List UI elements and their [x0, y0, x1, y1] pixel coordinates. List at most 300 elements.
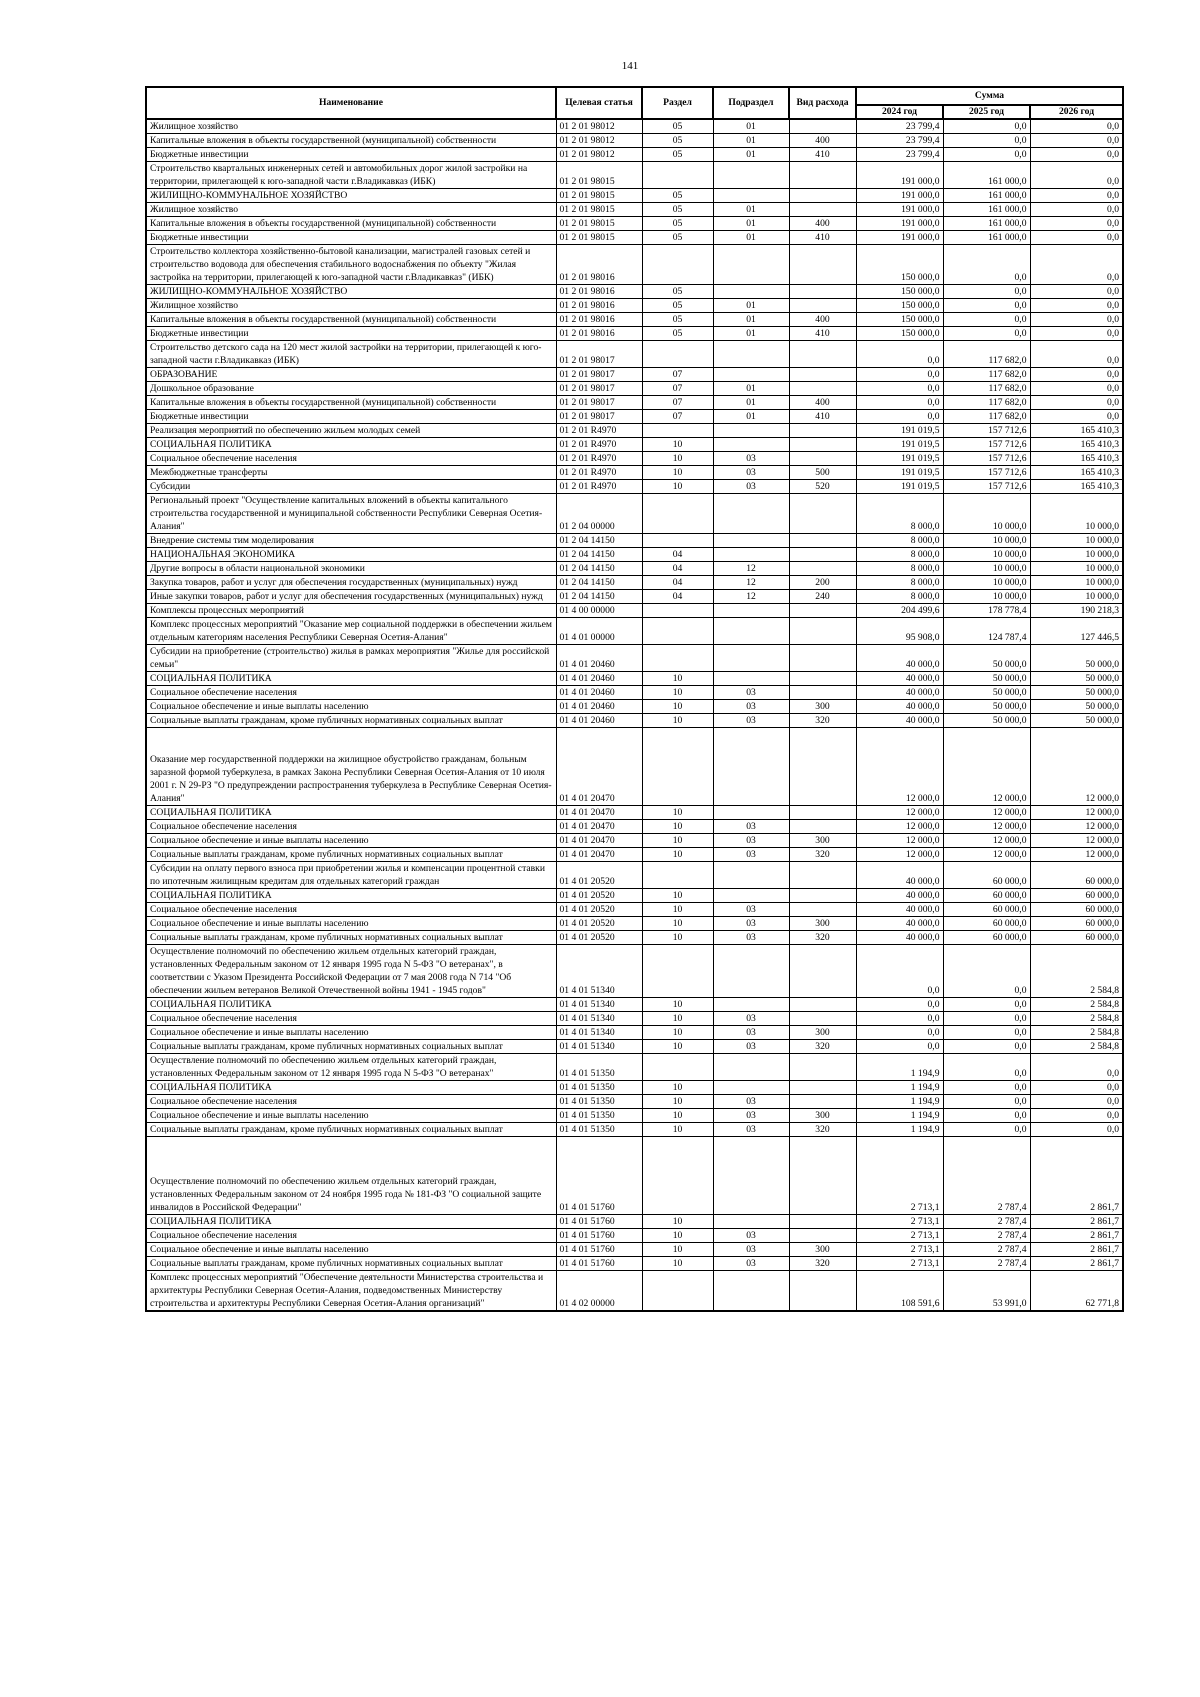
row-sum-2025: 53 991,0	[943, 1271, 1030, 1312]
table-row	[146, 903, 1123, 917]
row-sum-2026: 12 000,0	[1030, 848, 1123, 862]
row-sum-2024: 0,0	[856, 382, 943, 396]
row-subsection: 03	[713, 1243, 789, 1257]
row-sum-2026: 0,0	[1030, 1109, 1123, 1123]
row-name: Другие вопросы в области национальной экономики	[146, 562, 556, 576]
row-subsection: 01	[713, 382, 789, 396]
row-sum-2024: 150 000,0	[856, 313, 943, 327]
table-row	[146, 728, 1123, 806]
row-target-code: 01 2 01 98012	[556, 119, 642, 134]
row-sum-2024: 0,0	[856, 1040, 943, 1054]
row-section	[642, 618, 713, 645]
row-sum-2025: 50 000,0	[943, 714, 1030, 728]
row-sum-2025: 10 000,0	[943, 590, 1030, 604]
row-sum-2025: 10 000,0	[943, 494, 1030, 534]
row-target-code: 01 4 01 20470	[556, 728, 642, 806]
row-sum-2025: 157 712,6	[943, 466, 1030, 480]
row-section	[642, 1054, 713, 1081]
header-2025: 2025 год	[943, 105, 1030, 119]
row-section: 04	[642, 548, 713, 562]
row-sum-2024: 8 000,0	[856, 534, 943, 548]
row-subsection: 01	[713, 231, 789, 245]
row-sum-2025: 0,0	[943, 134, 1030, 148]
row-section: 10	[642, 1012, 713, 1026]
row-target-code: 01 2 04 14150	[556, 562, 642, 576]
row-section: 05	[642, 189, 713, 203]
row-subsection: 01	[713, 203, 789, 217]
row-target-code: 01 4 01 20470	[556, 848, 642, 862]
row-section: 10	[642, 917, 713, 931]
row-name: НАЦИОНАЛЬНАЯ ЭКОНОМИКА	[146, 548, 556, 562]
row-sum-2026: 2 861,7	[1030, 1229, 1123, 1243]
row-sum-2024: 150 000,0	[856, 245, 943, 285]
row-sum-2024: 40 000,0	[856, 917, 943, 931]
row-expense-type	[789, 1054, 856, 1081]
row-name: Субсидии на приобретение (строительство) жилья в рамках мероприятия "Жилье для российской семьи"	[146, 645, 556, 672]
row-expense-type: 410	[789, 327, 856, 341]
row-sum-2024: 191 000,0	[856, 162, 943, 189]
row-sum-2025: 60 000,0	[943, 903, 1030, 917]
row-sum-2026: 10 000,0	[1030, 590, 1123, 604]
row-name: СОЦИАЛЬНАЯ ПОЛИТИКА	[146, 1081, 556, 1095]
row-target-code: 01 4 01 00000	[556, 618, 642, 645]
row-subsection: 12	[713, 590, 789, 604]
row-sum-2026: 2 584,8	[1030, 945, 1123, 998]
row-name: Комплекс процессных мероприятий "Оказание мер социальной поддержки в обеспечении жильем отдельным категориям населения Республики Северная Осетия-Алания"	[146, 618, 556, 645]
row-target-code: 01 2 01 98015	[556, 203, 642, 217]
row-sum-2025: 117 682,0	[943, 382, 1030, 396]
row-name: Капитальные вложения в объекты государственной (муниципальной) собственности	[146, 313, 556, 327]
row-name: Осуществление полномочий по обеспечению жильем отдельных категорий граждан, установленных Федеральным законом от 12 января 1995 года N 5-ФЗ "О ветеранах", в соответствии с Указом Президента Российской Федерации от 7 мая 2008 года N 714 "Об обеспечении жильем ветеранов Великой Отечественной войны 1941 - 1945 годов"	[146, 945, 556, 998]
row-sum-2026: 0,0	[1030, 119, 1123, 134]
row-name: Социальное обеспечение и иные выплаты населению	[146, 1026, 556, 1040]
table-row	[146, 686, 1123, 700]
row-target-code: 01 2 01 R4970	[556, 480, 642, 494]
table-row	[146, 931, 1123, 945]
row-subsection: 01	[713, 148, 789, 162]
row-sum-2026: 0,0	[1030, 327, 1123, 341]
row-expense-type: 300	[789, 1243, 856, 1257]
row-expense-type	[789, 245, 856, 285]
table-row	[146, 1109, 1123, 1123]
row-target-code: 01 4 01 20470	[556, 820, 642, 834]
row-name: Оказание мер государственной поддержки на жилищное обустройство гражданам, больным заразной формой туберкулеза, в рамках Закона Республики Северная Осетия-Алания от 10 июля 2001 г. N 29-РЗ "О предупреждении распространения туберкулеза в Республике Северная Осетия-Алания"	[146, 728, 556, 806]
table-row	[146, 341, 1123, 368]
row-subsection	[713, 424, 789, 438]
row-sum-2025: 60 000,0	[943, 862, 1030, 889]
row-sum-2026: 0,0	[1030, 1095, 1123, 1109]
row-target-code: 01 2 04 00000	[556, 494, 642, 534]
row-name: Социальные выплаты гражданам, кроме публичных нормативных социальных выплат	[146, 931, 556, 945]
row-sum-2025: 0,0	[943, 1012, 1030, 1026]
table-row	[146, 604, 1123, 618]
row-subsection: 03	[713, 848, 789, 862]
row-target-code: 01 2 04 14150	[556, 548, 642, 562]
row-expense-type: 300	[789, 917, 856, 931]
row-subsection	[713, 189, 789, 203]
row-name: СОЦИАЛЬНАЯ ПОЛИТИКА	[146, 1215, 556, 1229]
row-sum-2025: 0,0	[943, 1040, 1030, 1054]
row-sum-2026: 0,0	[1030, 134, 1123, 148]
row-expense-type	[789, 534, 856, 548]
table-row	[146, 1215, 1123, 1229]
row-target-code: 01 4 01 20460	[556, 672, 642, 686]
row-section: 10	[642, 848, 713, 862]
row-name: Социальное обеспечение населения	[146, 1012, 556, 1026]
row-section: 10	[642, 834, 713, 848]
row-sum-2024: 8 000,0	[856, 576, 943, 590]
row-name: Социальное обеспечение и иные выплаты населению	[146, 917, 556, 931]
row-expense-type	[789, 903, 856, 917]
row-target-code: 01 2 01 98017	[556, 368, 642, 382]
row-sum-2025: 12 000,0	[943, 728, 1030, 806]
row-expense-type	[789, 1012, 856, 1026]
row-name: ЖИЛИЩНО-КОММУНАЛЬНОЕ ХОЗЯЙСТВО	[146, 189, 556, 203]
row-name: Строительство коллектора хозяйственно-бытовой канализации, магистралей газовых сетей и строительство водовода для обеспечения стабильного водоснабжения по объекту "Жилая застройка на территории, прилегающей к юго-западной части г.Владикавказ" (ИБК)	[146, 245, 556, 285]
table-row	[146, 162, 1123, 189]
row-sum-2026: 2 584,8	[1030, 1040, 1123, 1054]
row-name: Бюджетные инвестиции	[146, 148, 556, 162]
table-row	[146, 466, 1123, 480]
row-target-code: 01 2 01 98016	[556, 327, 642, 341]
row-section: 10	[642, 480, 713, 494]
table-row	[146, 998, 1123, 1012]
row-subsection	[713, 672, 789, 686]
row-sum-2024: 23 799,4	[856, 119, 943, 134]
table-row	[146, 548, 1123, 562]
row-target-code: 01 2 01 R4970	[556, 438, 642, 452]
row-sum-2025: 117 682,0	[943, 410, 1030, 424]
header-section: Раздел	[642, 87, 713, 119]
row-sum-2025: 117 682,0	[943, 396, 1030, 410]
row-sum-2024: 191 019,5	[856, 438, 943, 452]
table-row	[146, 1257, 1123, 1271]
row-sum-2026: 0,0	[1030, 231, 1123, 245]
row-expense-type	[789, 494, 856, 534]
row-sum-2024: 12 000,0	[856, 806, 943, 820]
row-sum-2026: 165 410,3	[1030, 438, 1123, 452]
row-expense-type	[789, 1081, 856, 1095]
row-sum-2024: 191 019,5	[856, 480, 943, 494]
row-sum-2025: 10 000,0	[943, 534, 1030, 548]
row-sum-2026: 2 584,8	[1030, 998, 1123, 1012]
row-sum-2026: 0,0	[1030, 148, 1123, 162]
row-expense-type: 410	[789, 148, 856, 162]
row-name: Капитальные вложения в объекты государственной (муниципальной) собственности	[146, 134, 556, 148]
row-sum-2025: 157 712,6	[943, 438, 1030, 452]
table-row	[146, 452, 1123, 466]
row-name: Осуществление полномочий по обеспечению жильем отдельных категорий граждан, установленных Федеральным законом от 24 ноября 1995 года № 181-ФЗ "О социальной защите инвалидов в Российской Федерации"	[146, 1137, 556, 1215]
row-target-code: 01 4 01 51350	[556, 1123, 642, 1137]
row-sum-2026: 165 410,3	[1030, 424, 1123, 438]
row-subsection	[713, 162, 789, 189]
row-sum-2024: 8 000,0	[856, 590, 943, 604]
row-target-code: 01 4 01 20470	[556, 806, 642, 820]
budget-table	[145, 86, 1124, 1312]
row-expense-type: 400	[789, 217, 856, 231]
row-target-code: 01 2 01 98016	[556, 245, 642, 285]
row-sum-2025: 0,0	[943, 285, 1030, 299]
row-sum-2024: 0,0	[856, 1026, 943, 1040]
row-sum-2025: 0,0	[943, 313, 1030, 327]
row-subsection	[713, 1081, 789, 1095]
row-name: Иные закупки товаров, работ и услуг для обеспечения государственных (муниципальных) нужд	[146, 590, 556, 604]
row-name: Субсидии	[146, 480, 556, 494]
row-name: ЖИЛИЩНО-КОММУНАЛЬНОЕ ХОЗЯЙСТВО	[146, 285, 556, 299]
row-expense-type: 320	[789, 931, 856, 945]
row-target-code: 01 2 01 98016	[556, 285, 642, 299]
row-section: 05	[642, 134, 713, 148]
row-sum-2025: 124 787,4	[943, 618, 1030, 645]
row-sum-2025: 0,0	[943, 998, 1030, 1012]
row-sum-2024: 191 000,0	[856, 203, 943, 217]
table-row	[146, 410, 1123, 424]
row-sum-2024: 40 000,0	[856, 645, 943, 672]
row-name: СОЦИАЛЬНАЯ ПОЛИТИКА	[146, 438, 556, 452]
row-sum-2024: 1 194,9	[856, 1054, 943, 1081]
table-row	[146, 299, 1123, 313]
row-expense-type	[789, 618, 856, 645]
row-sum-2025: 0,0	[943, 148, 1030, 162]
row-expense-type	[789, 998, 856, 1012]
row-section: 10	[642, 672, 713, 686]
row-sum-2025: 12 000,0	[943, 820, 1030, 834]
row-target-code: 01 4 01 20460	[556, 686, 642, 700]
row-sum-2026: 10 000,0	[1030, 576, 1123, 590]
row-sum-2025: 178 778,4	[943, 604, 1030, 618]
row-subsection: 03	[713, 903, 789, 917]
row-expense-type	[789, 1095, 856, 1109]
row-sum-2025: 0,0	[943, 299, 1030, 313]
row-section: 05	[642, 285, 713, 299]
row-section: 07	[642, 410, 713, 424]
row-expense-type	[789, 562, 856, 576]
row-section: 07	[642, 382, 713, 396]
row-sum-2025: 161 000,0	[943, 189, 1030, 203]
row-sum-2025: 2 787,4	[943, 1243, 1030, 1257]
row-target-code: 01 2 01 R4970	[556, 452, 642, 466]
row-section	[642, 245, 713, 285]
row-section: 05	[642, 203, 713, 217]
table-row	[146, 438, 1123, 452]
row-sum-2024: 40 000,0	[856, 862, 943, 889]
row-expense-type	[789, 1229, 856, 1243]
table-row	[146, 1271, 1123, 1312]
row-section: 10	[642, 998, 713, 1012]
row-expense-type	[789, 438, 856, 452]
table-row	[146, 834, 1123, 848]
row-section	[642, 494, 713, 534]
row-sum-2025: 117 682,0	[943, 341, 1030, 368]
row-section: 10	[642, 1123, 713, 1137]
row-sum-2026: 50 000,0	[1030, 672, 1123, 686]
row-sum-2026: 10 000,0	[1030, 562, 1123, 576]
row-name: Капитальные вложения в объекты государственной (муниципальной) собственности	[146, 217, 556, 231]
row-subsection	[713, 534, 789, 548]
row-sum-2026: 0,0	[1030, 203, 1123, 217]
row-sum-2024: 2 713,1	[856, 1257, 943, 1271]
row-section	[642, 1271, 713, 1312]
row-name: Социальные выплаты гражданам, кроме публичных нормативных социальных выплат	[146, 848, 556, 862]
row-expense-type	[789, 1137, 856, 1215]
header-name: Наименование	[146, 87, 556, 119]
row-sum-2025: 161 000,0	[943, 217, 1030, 231]
row-sum-2025: 157 712,6	[943, 480, 1030, 494]
row-sum-2025: 157 712,6	[943, 424, 1030, 438]
row-expense-type	[789, 203, 856, 217]
row-sum-2024: 95 908,0	[856, 618, 943, 645]
row-section	[642, 534, 713, 548]
row-subsection: 03	[713, 917, 789, 931]
row-target-code: 01 2 01 98017	[556, 382, 642, 396]
row-name: Социальные выплаты гражданам, кроме публичных нормативных социальных выплат	[146, 1123, 556, 1137]
row-subsection	[713, 645, 789, 672]
row-sum-2026: 0,0	[1030, 382, 1123, 396]
row-target-code: 01 4 01 51350	[556, 1054, 642, 1081]
row-target-code: 01 4 01 20520	[556, 862, 642, 889]
row-section: 10	[642, 700, 713, 714]
row-name: Социальное обеспечение и иные выплаты населению	[146, 1243, 556, 1257]
row-subsection: 12	[713, 562, 789, 576]
row-sum-2026: 50 000,0	[1030, 714, 1123, 728]
row-section: 10	[642, 820, 713, 834]
row-name: Комплекс процессных мероприятий "Обеспечение деятельности Министерства строительства и архитектуры Республики Северная Осетия-Алания, подведомственных Министерству строительства и архитектуры Республики Северная Осетия-Алания организаций"	[146, 1271, 556, 1312]
row-name: ОБРАЗОВАНИЕ	[146, 368, 556, 382]
row-sum-2024: 40 000,0	[856, 672, 943, 686]
row-name: СОЦИАЛЬНАЯ ПОЛИТИКА	[146, 672, 556, 686]
row-sum-2026: 12 000,0	[1030, 820, 1123, 834]
row-subsection	[713, 889, 789, 903]
row-expense-type: 410	[789, 231, 856, 245]
row-target-code: 01 2 01 98016	[556, 299, 642, 313]
table-row	[146, 672, 1123, 686]
table-row	[146, 494, 1123, 534]
row-sum-2026: 10 000,0	[1030, 548, 1123, 562]
row-expense-type: 520	[789, 480, 856, 494]
row-sum-2024: 40 000,0	[856, 903, 943, 917]
row-sum-2024: 8 000,0	[856, 562, 943, 576]
row-target-code: 01 2 01 98012	[556, 134, 642, 148]
row-expense-type	[789, 889, 856, 903]
row-expense-type: 320	[789, 1040, 856, 1054]
row-sum-2024: 191 000,0	[856, 217, 943, 231]
row-expense-type: 400	[789, 134, 856, 148]
row-sum-2026: 60 000,0	[1030, 931, 1123, 945]
table-row	[146, 382, 1123, 396]
row-name: Межбюджетные трансферты	[146, 466, 556, 480]
row-name: Социальное обеспечение и иные выплаты населению	[146, 834, 556, 848]
row-target-code: 01 4 00 00000	[556, 604, 642, 618]
row-expense-type	[789, 672, 856, 686]
row-sum-2026: 0,0	[1030, 245, 1123, 285]
row-subsection	[713, 806, 789, 820]
table-row	[146, 945, 1123, 998]
row-name: Бюджетные инвестиции	[146, 410, 556, 424]
row-target-code: 01 4 01 51760	[556, 1215, 642, 1229]
row-target-code: 01 4 01 51350	[556, 1109, 642, 1123]
row-sum-2024: 12 000,0	[856, 820, 943, 834]
row-subsection: 01	[713, 134, 789, 148]
row-expense-type	[789, 452, 856, 466]
row-sum-2026: 0,0	[1030, 162, 1123, 189]
row-sum-2025: 12 000,0	[943, 848, 1030, 862]
row-sum-2026: 0,0	[1030, 299, 1123, 313]
row-name: СОЦИАЛЬНАЯ ПОЛИТИКА	[146, 889, 556, 903]
row-sum-2026: 0,0	[1030, 313, 1123, 327]
row-expense-type: 410	[789, 410, 856, 424]
table-row	[146, 618, 1123, 645]
row-section: 10	[642, 889, 713, 903]
table-row	[146, 134, 1123, 148]
row-sum-2026: 2 584,8	[1030, 1012, 1123, 1026]
row-subsection: 03	[713, 1012, 789, 1026]
row-target-code: 01 4 01 51340	[556, 1026, 642, 1040]
row-subsection: 03	[713, 820, 789, 834]
row-name: СОЦИАЛЬНАЯ ПОЛИТИКА	[146, 998, 556, 1012]
row-expense-type: 200	[789, 576, 856, 590]
row-sum-2025: 0,0	[943, 1123, 1030, 1137]
row-sum-2025: 2 787,4	[943, 1137, 1030, 1215]
row-expense-type: 300	[789, 834, 856, 848]
row-sum-2026: 60 000,0	[1030, 889, 1123, 903]
row-subsection: 01	[713, 119, 789, 134]
row-sum-2024: 40 000,0	[856, 889, 943, 903]
row-expense-type	[789, 189, 856, 203]
row-sum-2026: 0,0	[1030, 217, 1123, 231]
row-section: 10	[642, 1229, 713, 1243]
row-subsection: 03	[713, 466, 789, 480]
table-row	[146, 806, 1123, 820]
row-subsection: 03	[713, 1095, 789, 1109]
row-sum-2024: 191 019,5	[856, 424, 943, 438]
row-sum-2025: 2 787,4	[943, 1257, 1030, 1271]
row-expense-type	[789, 368, 856, 382]
table-row	[146, 1123, 1123, 1137]
table-row	[146, 820, 1123, 834]
row-sum-2024: 0,0	[856, 410, 943, 424]
row-sum-2025: 12 000,0	[943, 834, 1030, 848]
row-sum-2024: 2 713,1	[856, 1215, 943, 1229]
table-row	[146, 189, 1123, 203]
row-sum-2024: 12 000,0	[856, 728, 943, 806]
row-sum-2024: 0,0	[856, 1012, 943, 1026]
table-row	[146, 217, 1123, 231]
row-sum-2024: 191 019,5	[856, 466, 943, 480]
table-row	[146, 231, 1123, 245]
row-target-code: 01 2 04 14150	[556, 576, 642, 590]
row-expense-type	[789, 1271, 856, 1312]
row-name: Социальные выплаты гражданам, кроме публичных нормативных социальных выплат	[146, 1040, 556, 1054]
row-subsection: 01	[713, 299, 789, 313]
row-name: Дошкольное образование	[146, 382, 556, 396]
row-sum-2025: 2 787,4	[943, 1229, 1030, 1243]
row-target-code: 01 2 01 98015	[556, 162, 642, 189]
row-expense-type: 320	[789, 1123, 856, 1137]
table-row	[146, 1095, 1123, 1109]
row-expense-type	[789, 686, 856, 700]
row-target-code: 01 2 04 14150	[556, 534, 642, 548]
row-subsection: 03	[713, 714, 789, 728]
row-target-code: 01 2 01 98015	[556, 231, 642, 245]
row-subsection: 03	[713, 1109, 789, 1123]
header-subsection: Подраздел	[713, 87, 789, 119]
header-expense-type: Вид расхода	[789, 87, 856, 119]
row-sum-2026: 0,0	[1030, 341, 1123, 368]
table-row	[146, 534, 1123, 548]
row-sum-2024: 191 000,0	[856, 231, 943, 245]
row-subsection	[713, 1271, 789, 1312]
row-name: Строительство квартальных инженерных сетей и автомобильных дорог жилой застройки на территории, прилегающей к юго-западной части г.Владикавказ (ИБК)	[146, 162, 556, 189]
